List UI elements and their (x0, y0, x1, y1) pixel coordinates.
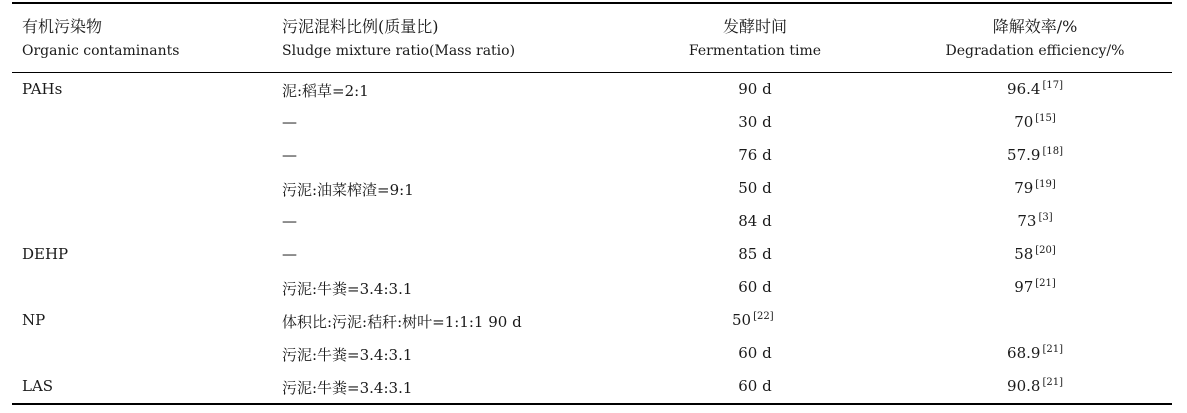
cell-ratio: 污泥:油菜榨渣=9:1 (282, 181, 414, 199)
header-col-contaminant (22, 14, 179, 64)
cell-time: 30 d (738, 113, 772, 131)
header-col-efficiency (930, 14, 1140, 64)
efficiency-value: 90.8 (1007, 377, 1041, 395)
citation-ref: [22] (753, 311, 774, 322)
cell-time: 76 d (738, 146, 772, 164)
table-row (0, 370, 1187, 403)
citation-ref: [19] (1035, 179, 1056, 190)
cell-efficiency (930, 311, 1140, 329)
header-col-time (680, 14, 830, 64)
cell-time: 60 d (738, 278, 772, 296)
header-col-efficiency-zh: 降解效率/% (992, 17, 1078, 36)
citation-ref: [21] (1035, 278, 1056, 289)
efficiency-value: 97 (1014, 278, 1034, 296)
cell-ratio: — (282, 113, 297, 131)
cell-ratio: 体积比:污泥:秸秆:树叶=1:1:1 90 d (282, 313, 522, 331)
cell-ratio: — (282, 212, 297, 230)
citation-ref: [18] (1042, 146, 1063, 157)
efficiency-value: 58 (1014, 245, 1034, 263)
cell-time: 60 d (738, 344, 772, 362)
cell-efficiency (930, 344, 1140, 362)
table-row (0, 106, 1187, 139)
cell-efficiency (930, 377, 1140, 395)
table-row (0, 304, 1187, 337)
efficiency-value: 57.9 (1007, 146, 1041, 164)
cell-efficiency (930, 113, 1140, 131)
cell-time (732, 311, 882, 329)
table-top-rule (12, 2, 1172, 4)
cell-efficiency (930, 80, 1140, 98)
header-col-ratio-en: Sludge mixture ratio(Mass ratio) (282, 43, 516, 59)
table-row (0, 238, 1187, 271)
cell-time: 90 d (738, 80, 772, 98)
header-col-efficiency-en: Degradation efficiency/% (945, 43, 1125, 59)
time-value: 50 (732, 311, 752, 329)
cell-ratio: 污泥:牛粪=3.4:3.1 (282, 280, 413, 298)
header-col-contaminant-en: Organic contaminants (22, 43, 180, 59)
cell-ratio: 泥:稻草=2:1 (282, 82, 369, 100)
cell-ratio: — (282, 245, 297, 263)
table-row (0, 337, 1187, 370)
cell-efficiency (930, 146, 1140, 164)
table-row (0, 172, 1187, 205)
cell-efficiency (930, 278, 1140, 296)
cell-time: 84 d (738, 212, 772, 230)
cell-time: 60 d (738, 377, 772, 395)
header-col-ratio (282, 14, 515, 64)
cell-efficiency (930, 212, 1140, 230)
citation-ref: [17] (1042, 80, 1063, 91)
cell-time: 50 d (738, 179, 772, 197)
table-row (0, 205, 1187, 238)
cell-contaminant: DEHP (22, 245, 69, 263)
cell-ratio: 污泥:牛粪=3.4:3.1 (282, 379, 413, 397)
cell-ratio: — (282, 146, 297, 164)
header-col-contaminant-zh: 有机污染物 (22, 17, 103, 36)
citation-ref: [21] (1042, 377, 1063, 388)
cell-efficiency (930, 245, 1140, 263)
cell-contaminant: LAS (22, 377, 54, 395)
header-col-time-en: Fermentation time (688, 43, 822, 59)
citation-ref: [20] (1035, 245, 1056, 256)
table-bottom-rule (12, 403, 1172, 405)
citation-ref: [3] (1038, 212, 1053, 223)
efficiency-value: 70 (1014, 113, 1034, 131)
efficiency-value: 96.4 (1007, 80, 1041, 98)
cell-contaminant: NP (22, 311, 46, 329)
table-row (0, 271, 1187, 304)
cell-time: 85 d (738, 245, 772, 263)
header-col-time-zh: 发酵时间 (722, 17, 787, 36)
efficiency-value: 73 (1017, 212, 1037, 230)
cell-efficiency (930, 179, 1140, 197)
table-row (0, 73, 1187, 106)
citation-ref: [21] (1042, 344, 1063, 355)
cell-ratio: 污泥:牛粪=3.4:3.1 (282, 346, 413, 364)
table-row (0, 139, 1187, 172)
cell-contaminant: PAHs (22, 80, 63, 98)
efficiency-value: 79 (1014, 179, 1034, 197)
citation-ref: [15] (1035, 113, 1056, 124)
header-col-ratio-zh: 污泥混料比例(质量比) (282, 17, 439, 36)
efficiency-value: 68.9 (1007, 344, 1041, 362)
